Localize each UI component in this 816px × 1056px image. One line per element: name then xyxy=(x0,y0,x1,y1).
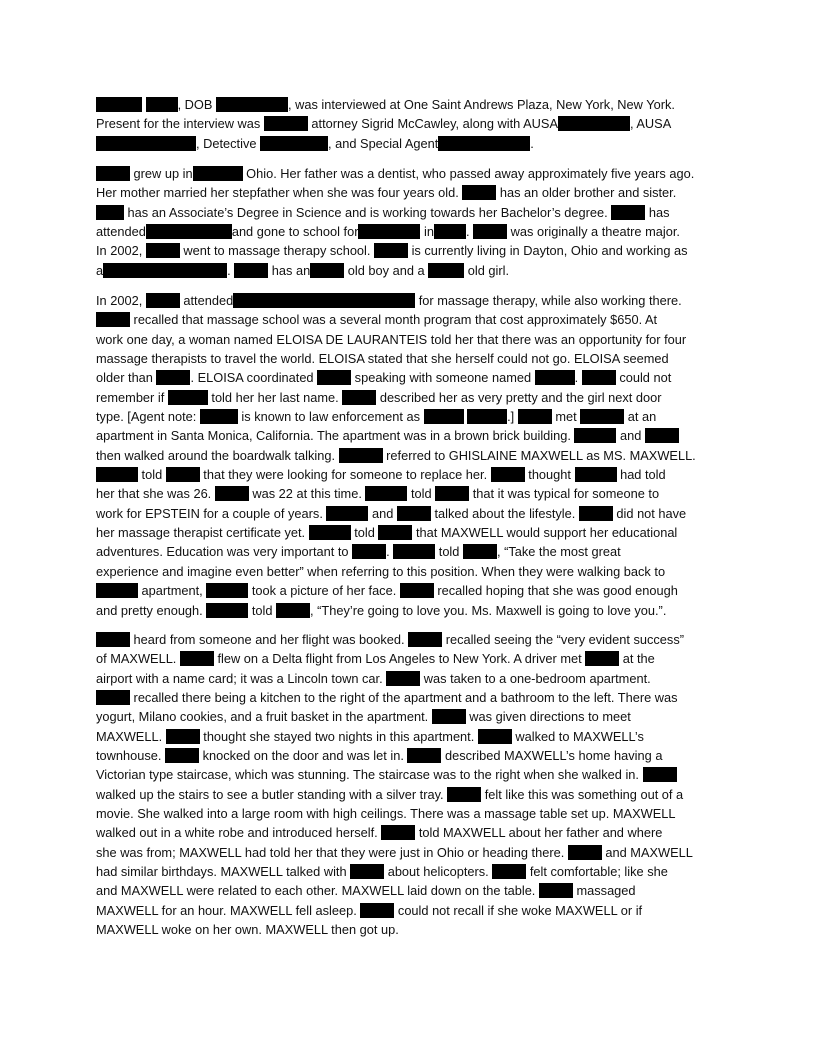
redaction-box xyxy=(166,729,200,744)
text-segment: thought she stayed two nights in this apartment. xyxy=(199,728,478,744)
redaction-box xyxy=(276,603,310,618)
text-segment: , “They’re going to love you. Ms. Maxwell is going to love you.”. xyxy=(310,602,667,618)
text-segment: airport with a name card; it was a Lincoln town car. xyxy=(96,670,387,686)
redaction-box xyxy=(180,651,214,666)
text-segment: told her her last name. xyxy=(207,389,343,405)
text-line xyxy=(96,707,736,726)
redaction-box xyxy=(234,263,268,278)
text-line xyxy=(96,542,736,561)
redaction-box xyxy=(309,525,351,540)
redaction-box xyxy=(374,243,408,258)
text-segment: described her as very pretty and the girl next door xyxy=(376,389,662,405)
redaction-box xyxy=(473,224,507,239)
text-line xyxy=(96,241,736,260)
text-line xyxy=(96,330,736,349)
redaction-box xyxy=(233,293,415,308)
redaction-box xyxy=(96,632,130,647)
redaction-box xyxy=(200,409,238,424)
redaction-box xyxy=(568,845,602,860)
text-segment: work for EPSTEIN for a couple of years. xyxy=(96,505,327,521)
text-segment: Ohio. Her father was a dentist, who passed away approximately five years ago. xyxy=(242,166,695,181)
text-segment: attended xyxy=(179,293,234,308)
text-segment: met xyxy=(551,409,581,425)
redaction-box xyxy=(358,224,420,239)
redaction-box xyxy=(463,544,497,559)
text-segment: In 2002, xyxy=(96,243,146,259)
text-line xyxy=(96,843,736,862)
text-segment: could not xyxy=(615,370,672,386)
redaction-box xyxy=(165,748,199,763)
redaction-box xyxy=(264,116,308,131)
redaction-box xyxy=(386,671,420,686)
text-segment: has an xyxy=(268,262,311,278)
text-segment: thought xyxy=(524,467,575,483)
redaction-box xyxy=(438,136,530,151)
text-line xyxy=(96,291,736,310)
text-segment: is known to law enforcement as xyxy=(237,409,424,425)
text-segment: grew up in xyxy=(130,166,193,181)
text-segment: movie. She walked into a large room with high ceilings. There was a massage table set up. MAXWELL xyxy=(96,806,676,822)
redaction-box xyxy=(96,205,124,220)
text-line xyxy=(96,727,736,746)
text-segment: MAXWELL for an hour. MAXWELL fell asleep. xyxy=(96,902,361,918)
text-line xyxy=(96,920,736,939)
redaction-box xyxy=(491,467,525,482)
text-line xyxy=(96,785,736,804)
redaction-box xyxy=(424,409,464,424)
text-line xyxy=(96,183,736,202)
redaction-box xyxy=(310,263,344,278)
text-line xyxy=(96,823,736,842)
text-segment: of MAXWELL. xyxy=(96,651,180,667)
text-segment: , and Special Agent xyxy=(328,135,439,151)
text-segment: and xyxy=(368,505,397,521)
redaction-box xyxy=(96,583,138,598)
redaction-box xyxy=(447,787,481,802)
text-segment: yogurt, Milano cookies, and a fruit basket in the apartment. xyxy=(96,709,432,725)
redaction-box xyxy=(574,428,616,443)
paragraph-background xyxy=(96,164,736,280)
text-segment: attended xyxy=(96,224,146,240)
text-segment: massaged xyxy=(572,883,636,899)
text-segment: attorney Sigrid McCawley, along with AUSA xyxy=(307,116,558,132)
text-segment: that they were looking for someone to replace her. xyxy=(199,467,491,483)
redaction-box xyxy=(381,825,415,840)
text-segment: . xyxy=(465,224,474,240)
text-line xyxy=(96,446,736,465)
text-line xyxy=(96,669,736,688)
text-segment: told xyxy=(248,602,277,618)
text-line xyxy=(96,504,736,523)
text-line xyxy=(96,862,736,881)
text-segment: massage therapists to travel the world. ELOISA stated that she herself could not go. ELOISA seemed xyxy=(96,351,669,367)
text-segment: about helicopters. xyxy=(384,864,493,880)
redaction-box xyxy=(462,185,496,200)
text-segment: and xyxy=(616,428,645,444)
redaction-box xyxy=(360,903,394,918)
text-segment: recalled seeing the “very evident success” xyxy=(442,632,684,647)
text-line xyxy=(96,222,736,241)
redaction-box xyxy=(156,370,190,385)
text-segment: and pretty enough. xyxy=(96,602,207,618)
text-segment: that it was typical for someone to xyxy=(469,486,660,502)
text-segment: has xyxy=(645,204,670,220)
redaction-box xyxy=(408,632,442,647)
text-segment: , DOB xyxy=(177,97,216,112)
redaction-box xyxy=(352,544,386,559)
text-segment: told xyxy=(435,544,463,560)
redaction-box xyxy=(432,709,466,724)
redaction-box xyxy=(393,544,435,559)
text-segment: and gone to school for xyxy=(231,224,359,240)
text-line xyxy=(96,601,736,620)
text-segment: Present for the interview was xyxy=(96,116,264,132)
text-line xyxy=(96,426,736,445)
text-segment: walked to MAXWELL’s xyxy=(511,728,644,744)
text-line xyxy=(96,95,736,114)
text-segment: was given directions to meet xyxy=(465,709,631,725)
text-line xyxy=(96,765,736,784)
text-segment: .] xyxy=(507,409,518,425)
text-segment: recalled that massage school was a several month program that cost approximately $650. At xyxy=(130,312,658,328)
redaction-box xyxy=(643,767,677,782)
redaction-box xyxy=(317,370,351,385)
redaction-box xyxy=(435,486,469,501)
text-segment: then walked around the boardwalk talking. xyxy=(96,447,339,463)
text-segment: , “Take the most great xyxy=(496,544,621,560)
redaction-box xyxy=(96,690,130,705)
paragraph-recruitment xyxy=(96,291,736,620)
redaction-box xyxy=(146,97,178,112)
text-segment: heard from someone and her flight was booked. xyxy=(130,632,409,647)
text-segment: was taken to a one-bedroom apartment. xyxy=(420,670,651,686)
text-segment: experience and imagine even better” when referring to this position. When they were walking back to xyxy=(96,563,666,579)
text-line xyxy=(96,388,736,407)
redaction-box xyxy=(434,224,466,239)
text-segment: was originally a theatre major. xyxy=(507,224,680,240)
text-segment: did not have xyxy=(612,505,687,521)
redaction-box xyxy=(146,293,180,308)
text-segment: adventures. Education was very important to xyxy=(96,544,353,560)
redaction-box xyxy=(96,467,138,482)
text-segment: had similar birthdays. MAXWELL talked with xyxy=(96,864,351,880)
text-segment: , AUSA xyxy=(629,116,672,132)
text-segment: . ELOISA coordinated xyxy=(190,370,318,386)
text-segment: walked up the stairs to see a butler standing with a silver tray. xyxy=(96,786,448,802)
text-segment: flew on a Delta flight from Los Angeles to New York. A driver met xyxy=(213,651,586,667)
text-segment: apartment, xyxy=(138,583,207,599)
text-line xyxy=(96,349,736,368)
redaction-box xyxy=(492,864,526,879)
redaction-box xyxy=(582,370,616,385)
text-segment: that MAXWELL would support her educational xyxy=(412,525,678,541)
redaction-box xyxy=(580,409,624,424)
text-line xyxy=(96,484,736,503)
text-segment: knocked on the door and was let in. xyxy=(199,748,408,764)
text-line xyxy=(96,134,736,153)
text-line xyxy=(96,901,736,920)
text-segment: her massage therapist certificate yet. xyxy=(96,525,309,541)
redaction-box xyxy=(579,506,613,521)
text-segment: old boy and a xyxy=(344,262,429,278)
redaction-box xyxy=(146,224,232,239)
redaction-box xyxy=(535,370,575,385)
text-segment: is currently living in Dayton, Ohio and working as xyxy=(408,243,688,259)
text-line xyxy=(96,881,736,900)
text-segment: described MAXWELL’s home having a xyxy=(441,748,663,764)
text-line xyxy=(96,261,736,280)
text-segment: , was interviewed at One Saint Andrews Plaza, New York, New York. xyxy=(287,97,675,112)
text-segment: at an xyxy=(624,409,657,425)
text-line xyxy=(96,114,736,133)
redaction-box xyxy=(575,467,617,482)
text-segment: and MAXWELL xyxy=(601,844,693,860)
text-segment: recalled there being a kitchen to the right of the apartment and a bathroom to the left. There was xyxy=(130,690,678,706)
paragraph-interview-attendees xyxy=(96,95,736,153)
text-segment: townhouse. xyxy=(96,748,166,764)
text-segment: has an older brother and sister. xyxy=(496,185,677,201)
redaction-box xyxy=(206,583,248,598)
text-segment: . xyxy=(386,544,394,560)
redaction-box xyxy=(467,409,507,424)
text-segment: in xyxy=(420,224,434,240)
redaction-box xyxy=(326,506,368,521)
text-segment: old girl. xyxy=(464,262,510,278)
text-line xyxy=(96,804,736,823)
text-segment: told xyxy=(350,525,379,541)
text-line xyxy=(96,203,736,222)
text-segment: . xyxy=(574,370,582,386)
text-line xyxy=(96,581,736,600)
text-line xyxy=(96,368,736,387)
text-line xyxy=(96,562,736,581)
text-line xyxy=(96,310,736,329)
text-segment: Her mother married her stepfather when she was four years old. xyxy=(96,185,463,201)
redaction-box xyxy=(193,166,243,181)
text-line xyxy=(96,465,736,484)
redaction-box xyxy=(96,312,130,327)
text-line xyxy=(96,649,736,668)
text-segment: older than xyxy=(96,370,157,386)
redaction-box xyxy=(168,390,208,405)
text-line xyxy=(96,746,736,765)
redaction-box xyxy=(339,448,383,463)
redaction-box xyxy=(611,205,645,220)
redaction-box xyxy=(397,506,431,521)
redaction-box xyxy=(378,525,412,540)
text-segment: . xyxy=(530,135,534,151)
redaction-box xyxy=(365,486,407,501)
redaction-box xyxy=(146,243,180,258)
text-line xyxy=(96,688,736,707)
redaction-box xyxy=(518,409,552,424)
text-segment: MAXWELL woke on her own. MAXWELL then got up. xyxy=(96,922,399,938)
text-segment: at the xyxy=(619,651,655,667)
text-segment: recalled hoping that she was good enough xyxy=(433,583,678,599)
redaction-box xyxy=(216,97,288,112)
redaction-box xyxy=(350,864,384,879)
redaction-box xyxy=(96,136,196,151)
redaction-box xyxy=(103,263,227,278)
text-segment: felt like this was something out of a xyxy=(481,786,684,802)
text-segment: went to massage therapy school. xyxy=(179,243,375,259)
redaction-box xyxy=(407,748,441,763)
text-segment: talked about the lifestyle. xyxy=(430,505,579,521)
redaction-box xyxy=(215,486,249,501)
text-segment: , Detective xyxy=(196,135,261,151)
text-segment: remember if xyxy=(96,389,168,405)
text-segment: apartment in Santa Monica, California. The apartment was in a brown brick building. xyxy=(96,428,575,444)
redaction-box xyxy=(206,603,248,618)
redaction-box xyxy=(400,583,434,598)
text-segment: she was from; MAXWELL had told her that they were just in Ohio or heading there. xyxy=(96,844,568,860)
redaction-box xyxy=(428,263,464,278)
text-segment: her that she was 26. xyxy=(96,486,215,502)
text-line xyxy=(96,630,736,649)
redaction-box xyxy=(96,166,130,181)
text-segment: took a picture of her face. xyxy=(248,583,400,599)
text-segment: speaking with someone named xyxy=(351,370,535,386)
paragraph-trip-to-new-york xyxy=(96,630,736,940)
text-segment: felt comfortable; like she xyxy=(526,864,668,880)
text-segment: a xyxy=(96,262,104,278)
text-line xyxy=(96,164,736,183)
redaction-box xyxy=(558,116,630,131)
redaction-box xyxy=(645,428,679,443)
redaction-box xyxy=(585,651,619,666)
text-segment: Victorian type staircase, which was stunning. The staircase was to the right when she walked in. xyxy=(96,767,643,783)
text-segment: could not recall if she woke MAXWELL or if xyxy=(394,902,643,918)
text-segment: had told xyxy=(616,467,666,483)
redaction-box xyxy=(96,97,142,112)
text-segment: type. [Agent note: xyxy=(96,409,200,425)
text-segment: told MAXWELL about her father and where xyxy=(415,825,663,841)
redaction-box xyxy=(166,467,200,482)
redaction-box xyxy=(478,729,512,744)
redaction-box xyxy=(342,390,376,405)
text-segment: MAXWELL. xyxy=(96,728,166,744)
text-line xyxy=(96,523,736,542)
text-segment: for massage therapy, while also working there. xyxy=(415,293,682,308)
text-segment: was 22 at this time. xyxy=(248,486,366,502)
text-segment: In 2002, xyxy=(96,293,146,308)
text-segment: and MAXWELL were related to each other. MAXWELL laid down on the table. xyxy=(96,883,539,899)
text-segment: told xyxy=(407,486,436,502)
text-segment: work one day, a woman named ELOISA DE LAURANTEIS told her that there was an opportunity for four xyxy=(96,331,687,347)
text-segment: told xyxy=(138,467,166,483)
redaction-box xyxy=(539,883,573,898)
redaction-box xyxy=(260,136,328,151)
text-segment: . xyxy=(227,262,235,278)
text-segment: referred to GHISLAINE MAXWELL as MS. MAXWELL. xyxy=(382,447,696,463)
text-line xyxy=(96,407,736,426)
text-segment: walked out in a white robe and introduced herself. xyxy=(96,825,382,841)
text-segment: has an Associate’s Degree in Science and is working towards her Bachelor’s degree. xyxy=(124,204,612,220)
